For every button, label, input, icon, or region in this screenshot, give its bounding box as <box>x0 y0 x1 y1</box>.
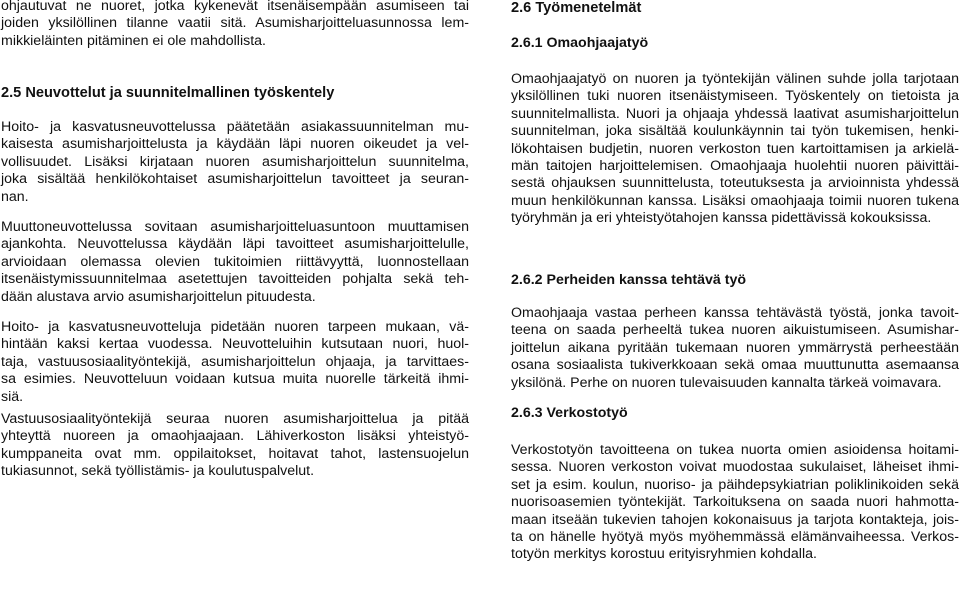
section-heading-2-6: 2.6 Työmenetelmät <box>511 0 642 16</box>
text-line: taja, vastuusosiaalityöntekijä, asumisharjoittelun ohjaaja, ja tarvittaes- <box>1 353 469 370</box>
text-line: työryhmän ja eri yhteistyötahojen kanssa pidettävissä kokouksissa. <box>511 210 932 227</box>
subsection-heading-2-6-3: 2.6.3 Verkostotyö <box>511 405 628 421</box>
text-line: joiden yksilöllinen tilanne vaatii sitä. Asumisharjoitteluasunnossa lem- <box>1 15 469 32</box>
text-line: hintään kaksi kertaa vuodessa. Neuvotteluihin kutsutaan nuori, huol- <box>1 336 469 353</box>
text-line: vollisuudet. Lisäksi kirjataan nuoren asumisharjoittelun suunnitelma, <box>1 153 469 170</box>
text-line: arvioidaan olemassa olevien tukitoimien riittävyyttä, luonnostellaan <box>1 253 469 270</box>
text-line: teena on saada perheeltä tukea nuoren aikuistumiseen. Asumishar- <box>511 322 959 339</box>
text-line: osana sosiaalista tukiverkkoaan sekä omaa muuttunutta asemaansa <box>511 357 959 374</box>
text-line: Vastuusosiaalityöntekijä seuraa nuoren asumisharjoittelua ja pitää <box>1 411 469 427</box>
text-line: maan itseään tukevien tahojen kokonaisuus ja tarjota kontakteja, jois- <box>511 511 959 528</box>
paragraph-verkostotyo <box>511 442 959 564</box>
text-line: kumppaneita ovat mm. oppilaitokset, hoitavat tahot, lastensuojelun <box>1 445 469 462</box>
text-line: Hoito- ja kasvatusneuvottelussa päätetään asiakassuunnitelman mu- <box>1 119 469 135</box>
text-line: Muuttoneuvottelussa sovitaan asumisharjoitteluasuntoon muuttamisen <box>1 219 469 235</box>
text-line: Omaohjaaja vastaa perheen kanssa tehtävästä työstä, jonka tavoit- <box>511 305 959 321</box>
text-line: ajankohta. Neuvottelussa käydään läpi tavoitteet asumisharjoittelulle, <box>1 236 469 253</box>
paragraph-perhetyo <box>511 305 959 392</box>
text-line: suunnitelman, joka sisältää koulunkäynnin tai työn tukemisen, henki- <box>511 123 959 140</box>
text-line: set ja esim. koulun, nuoriso- ja päihdepsykiatrian poliklinikoiden sekä <box>511 476 959 493</box>
text-line: mikkieläinten pitäminen ei ole mahdollista. <box>1 32 266 49</box>
text-line: yksilöllinen tuki nuoren itsenäistymiseen. Työskentely on tietoista ja <box>511 88 959 105</box>
paragraph-omaohjaajatyo <box>511 71 959 228</box>
text-line: totyön merkitys korostuu erityisryhmien kohdalla. <box>511 546 817 563</box>
text-line: yhteyttä nuoreen ja omaohjaajaan. Lähiverkoston lisäksi yhteistyö- <box>1 428 469 445</box>
text-line: Omaohjaajatyö on nuoren ja työntekijän välinen suhde jolla tarjotaan <box>511 71 959 87</box>
text-line: itsenäistymissuunnitelmaa asetettujen tavoitteiden pohjalta sekä teh- <box>1 271 469 288</box>
text-line: sestä ohjauksen suunnittelusta, toteutuksesta ja arvioinnista yhdessä <box>511 175 959 192</box>
text-line: muun henkilökunnan kanssa. Lisäksi omaohjaaja toimii nuoren tukena <box>511 192 959 209</box>
text-line: ta on hänelle hyötyä myös myöhemmässä elämänvaiheessa. Verkos- <box>511 529 959 546</box>
text-line: män taitojen harjoittelemisen. Omaohjaaja huolehtii nuoren päivittäi- <box>511 158 959 175</box>
text-line: Hoito- ja kasvatusneuvotteluja pidetään nuoren tarpeen mukaan, vä- <box>1 319 469 335</box>
paragraph-hoito-neuvottelu <box>1 119 469 206</box>
text-line: kaisesta asumisharjoittelusta ja käydään läpi nuoren oikeudet ja vel- <box>1 136 469 153</box>
text-line: Verkostotyön tavoitteena on tukea nuorta omien asioidensa hoitami- <box>511 442 959 458</box>
text-line: sa esimies. Neuvotteluun voidaan kutsua muita nuorelle tärkeitä ihmi- <box>1 371 469 388</box>
text-line: lökohtaisen budjetin, nuoren verkoston tuen kartoittamisen ja arkielä- <box>511 140 959 157</box>
text-line: suunnitelmallista. Nuori ja ohjaaja yhdessä laativat asumisharjoittelun <box>511 105 959 122</box>
intro-paragraph <box>1 0 469 50</box>
text-line: dään alustava arvio asumisharjoittelun pituudesta. <box>1 288 316 305</box>
text-line: yksilönä. Perhe on nuoren tulevaisuuden kannalta tärkeä voimavara. <box>511 374 942 391</box>
paragraph-muuttoneuvottelu <box>1 219 469 306</box>
section-heading-2-5: 2.5 Neuvottelut ja suunnitelmallinen työskentely <box>1 85 335 101</box>
text-line: nuorisoasemien työntekijät. Tarkoituksena on saada nuori hahmotta- <box>511 494 959 511</box>
text-line: joka sisältää henkilökohtaiset asumisharjoittelun tavoitteet ja seuran- <box>1 171 469 188</box>
paragraph-vastuusosiaalityontekija <box>1 411 469 481</box>
text-line: siä. <box>1 388 24 405</box>
text-line: ohjautuvat ne nuoret, jotka kykenevät itsenäisempään asumiseen tai <box>1 0 469 14</box>
text-line: nan. <box>1 188 29 205</box>
subsection-heading-2-6-2: 2.6.2 Perheiden kanssa tehtävä työ <box>511 272 746 288</box>
paragraph-neuvottelujen-tiheys <box>1 319 469 406</box>
text-line: sessa. Nuoren verkoston voivat muodostaa sukulaiset, läheiset ihmi- <box>511 459 959 476</box>
text-line: tukiasunnot, sekä työllistämis- ja koulutuspalvelut. <box>1 463 315 480</box>
subsection-heading-2-6-1: 2.6.1 Omaohjaajatyö <box>511 35 649 51</box>
text-line: joittelun aikana pyritään tukemaan nuoren ymmärrystä perheestään <box>511 339 959 356</box>
